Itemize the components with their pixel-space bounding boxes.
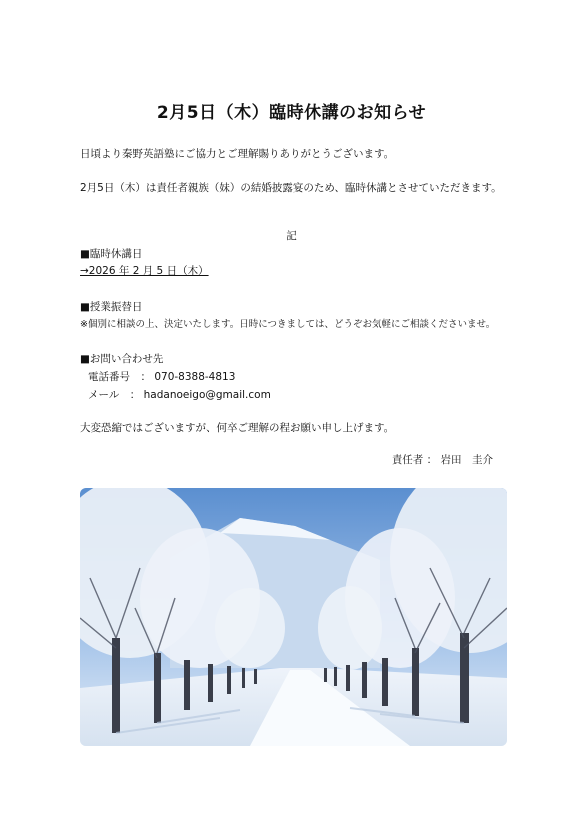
apology-text: 大変恐縮ではございますが、何卒ご理解の程お願い申し上げます。 [80, 422, 395, 434]
notice-text: 2月5日（木）は責任者親族（妹）の結婚披露宴のため、臨時休講とさせていただきます。 [80, 182, 502, 194]
contact-heading: ■お問い合わせ先 [80, 353, 164, 365]
page-title: 2月5日（木）臨時休講のお知らせ [156, 103, 427, 123]
makeup-note: ※個別に相談の上、決定いたします。日時につきましては、どうぞお気軽にご相談くださいませ。 [80, 319, 496, 330]
phone-label: 電話番号 ： [88, 371, 151, 383]
snow-trees-photo [80, 488, 507, 746]
phone-number: 070-8388-4813 [154, 371, 236, 383]
mail-label: メール ： [88, 389, 141, 401]
mail-address: hadanoeigo@gmail.com [143, 389, 271, 401]
phone-row [88, 369, 235, 386]
ki-heading: 記 [286, 230, 297, 242]
greeting-text: 日頃より秦野英語塾にご協力とご理解賜りありがとうございます。 [80, 148, 395, 160]
closure-heading: ■臨時休講日 [80, 248, 143, 260]
mail-row [88, 387, 271, 404]
makeup-heading: ■授業振替日 [80, 301, 143, 313]
signature: 責任者 ： 岩田 圭介 [391, 454, 493, 466]
closure-date: →2026 年 2 月 5 日（木） [80, 265, 209, 277]
